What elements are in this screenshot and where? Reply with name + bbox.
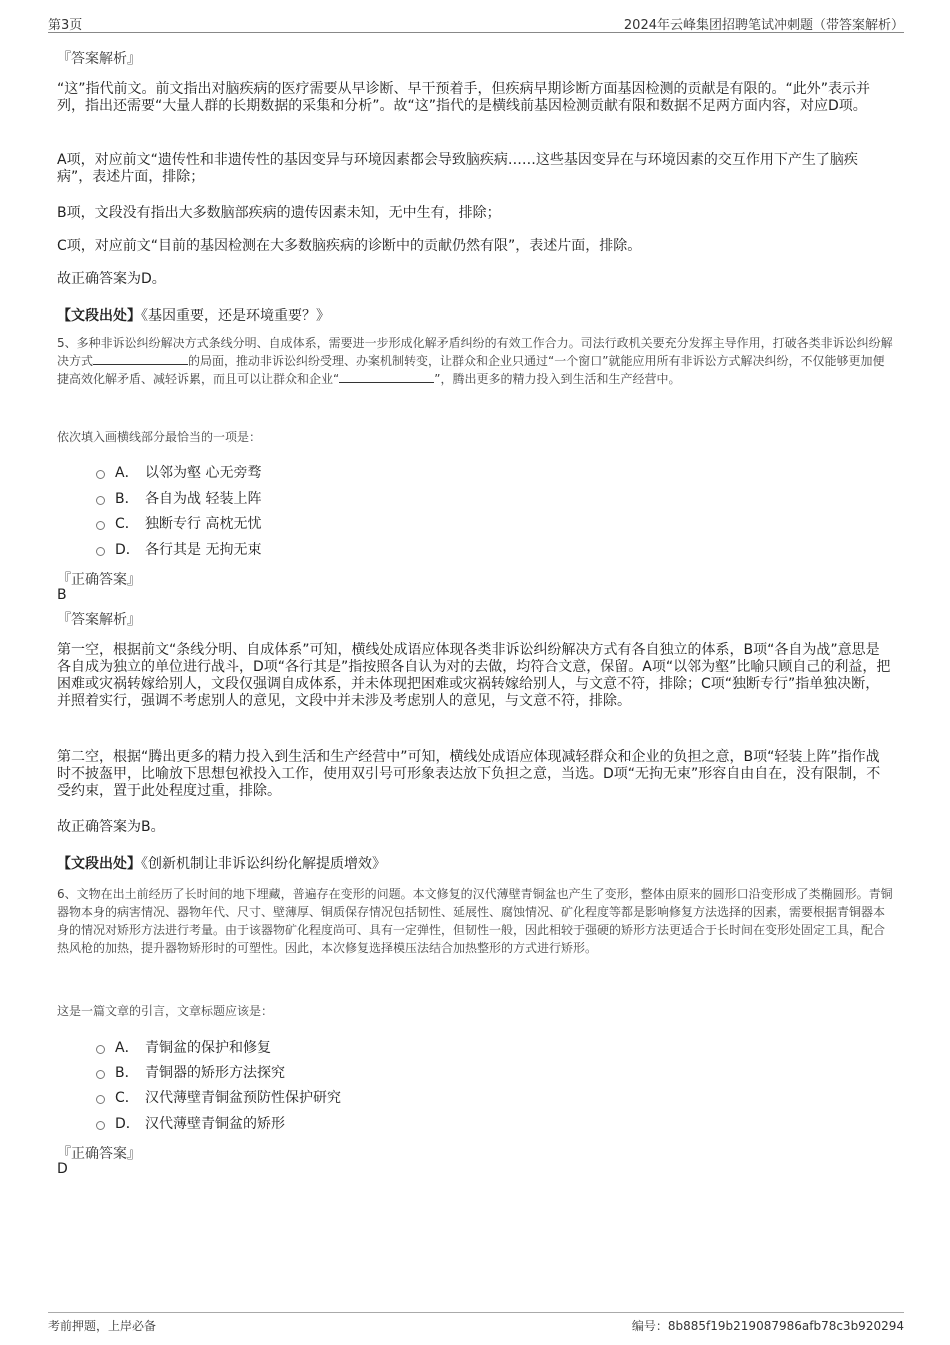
q5-source	[57, 853, 893, 873]
radio-icon[interactable]	[96, 1095, 105, 1104]
source-title: 《创新机制让非诉讼纠纷化解提质增效》	[141, 856, 386, 872]
document-code: 编号：8b885f19b219087986afb78c3b920294	[631, 1319, 904, 1333]
q6-option-d[interactable]: D． 汉代薄壁青铜盆的矫形	[96, 1113, 285, 1133]
q5-analysis-paragraph: 第一空，根据前文“条线分明、自成体系”可知，横线处成语应体现各类非诉讼纠纷解决方式有各自独立的体系，B项“各自为战”意思是各自成为独立的单位进行战斗，D项“各行其是”指按照各自认为对的去做，均符合文意，保留。A项“以邻为壑”比喻只顾自己的利益，把困难或灾祸转嫁给别人，文段仅强调自成体系，并未体现把困难或灾祸转嫁给别人，与文意不符，排除；C项“独断专行”指单独决断，并照着实行，强调不考虑别人的意见，文段中并未涉及考虑别人的意见，与文意不符，排除。	[57, 642, 891, 709]
radio-icon[interactable]	[96, 1045, 105, 1054]
q5-stem	[57, 334, 893, 388]
q5-option-c[interactable]: C． 独断专行 高枕无忧	[96, 513, 261, 533]
q6-correct-answer: D	[57, 1161, 68, 1177]
q4-source	[57, 305, 893, 325]
q6-option-b[interactable]: B． 青铜器的矫形方法探究	[96, 1062, 285, 1082]
document-title: 2024年云峰集团招聘笔试冲刺题（带答案解析）	[623, 18, 904, 33]
q4-analysis-paragraph: C项，对应前文“目前的基因检测在大多数脑疾病的诊断中的贡献仍然有限”，表述片面，排除。	[57, 238, 642, 254]
q5-option-a[interactable]: A． 以邻为壑 心无旁骛	[96, 462, 261, 482]
radio-icon[interactable]	[96, 496, 105, 505]
source-title: 《基因重要，还是环境重要？》	[141, 308, 330, 324]
radio-icon[interactable]	[96, 470, 105, 479]
q4-analysis-paragraph: B项，文段没有指出大多数脑部疾病的遗传因素未知，无中生有，排除；	[57, 205, 501, 221]
page-number: 第3页	[48, 18, 83, 33]
q5-option-b[interactable]: B． 各自为战 轻装上阵	[96, 488, 261, 508]
source-label: 【文段出处】	[57, 856, 141, 872]
radio-icon[interactable]	[96, 1121, 105, 1130]
q5-stem-part: 的局面，推动非诉讼纠纷受理、办案机制转变，让群众和企业只通过“一个窗口”就能应用所有非诉讼方式解决纠纷，不仅能够更加便捷高效化解矛盾、减轻诉累，而且可以让群众和企业“	[57, 354, 885, 386]
q5-prompt: 依次填入画横线部分最恰当的一项是：	[57, 430, 262, 444]
q4-analysis-paragraph: “这”指代前文。前文指出对脑疾病的医疗需要从早诊断、早干预着手，但疾病早期诊断方面基因检测的贡献是有限的。“此外”表示并列，指出还需要“大量人群的长期数据的采集和分析”。故“这”指代的是横线前基因检测贡献有限和数据不足两方面内容，对应D项。	[57, 81, 871, 114]
q4-analysis-paragraph: A项，对应前文“遗传性和非遗传性的基因变异与环境因素都会导致脑疾病……这些基因变异在与环境因素的交互作用下产生了脑疾病”，表述片面，排除；	[57, 152, 858, 185]
radio-icon[interactable]	[96, 547, 105, 556]
q6-prompt: 这是一篇文章的引言，文章标题应该是：	[57, 1004, 274, 1018]
q5-option-d[interactable]: D． 各行其是 无拘无束	[96, 539, 261, 559]
source-label: 【文段出处】	[57, 308, 141, 324]
q6-option-a[interactable]: A． 青铜盆的保护和修复	[96, 1037, 271, 1057]
page-footer	[48, 1312, 904, 1337]
q5-stem-part: ”，腾出更多的精力投入到生活和生产经营中。	[434, 372, 681, 386]
q5-correct-answer: B	[57, 587, 67, 603]
q5-analysis-heading: 『答案解析』	[57, 612, 141, 628]
page-header	[48, 12, 904, 33]
answer-blank	[339, 372, 434, 383]
q6-option-c[interactable]: C． 汉代薄壁青铜盆预防性保护研究	[96, 1087, 341, 1107]
radio-icon[interactable]	[96, 1070, 105, 1079]
q5-stem-part: 5、多种非诉讼纠纷解决方式条线分明、自成体系，需要进一步形成化解矛盾纠纷的有效工作合力。司法行政机关要充分发挥主导作用，打破各类非诉讼纠纷解决方式	[57, 336, 893, 368]
q6-correct-heading: 『正确答案』	[57, 1146, 141, 1162]
q6-stem: 6、文物在出土前经历了长时间的地下埋藏，普遍存在变形的问题。本文修复的汉代薄壁青铜盆也产生了变形，整体由原来的圆形口沿变形成了类椭圆形。青铜器物本身的病害情况、器物年代、尺寸、壁薄厚、铜质保存情况包括韧性、延展性、腐蚀情况、矿化程度等都是影响修复方法选择的因素，需要根据青铜器本身的情况对矫形方法进行考量。由于该器物矿化程度尚可、具有一定弹性，但韧性一般，因此相较于强硬的矫形方法更适合于长时间在变形处固定工具，配合热风枪的加热，提升器物矫形时的可塑性。因此，本次修复选择模压法结合加热整形的方式进行矫形。	[57, 887, 893, 955]
answer-blank	[93, 354, 188, 365]
q4-conclusion: 故正确答案为D。	[57, 271, 166, 287]
q5-conclusion: 故正确答案为B。	[57, 819, 165, 835]
q4-analysis-heading: 『答案解析』	[57, 51, 141, 67]
radio-icon[interactable]	[96, 521, 105, 530]
q5-correct-heading: 『正确答案』	[57, 572, 141, 588]
footer-slogan: 考前押题，上岸必备	[48, 1319, 157, 1333]
q5-analysis-paragraph: 第二空，根据“腾出更多的精力投入到生活和生产经营中”可知，横线处成语应体现减轻群众和企业的负担之意，B项“轻装上阵”指作战时不披盔甲，比喻放下思想包袱投入工作，使用双引号可形象表达放下负担之意，当选。D项“无拘无束”形容自由自在，没有限制，不受约束，置于此处程度过重，排除。	[57, 749, 881, 799]
